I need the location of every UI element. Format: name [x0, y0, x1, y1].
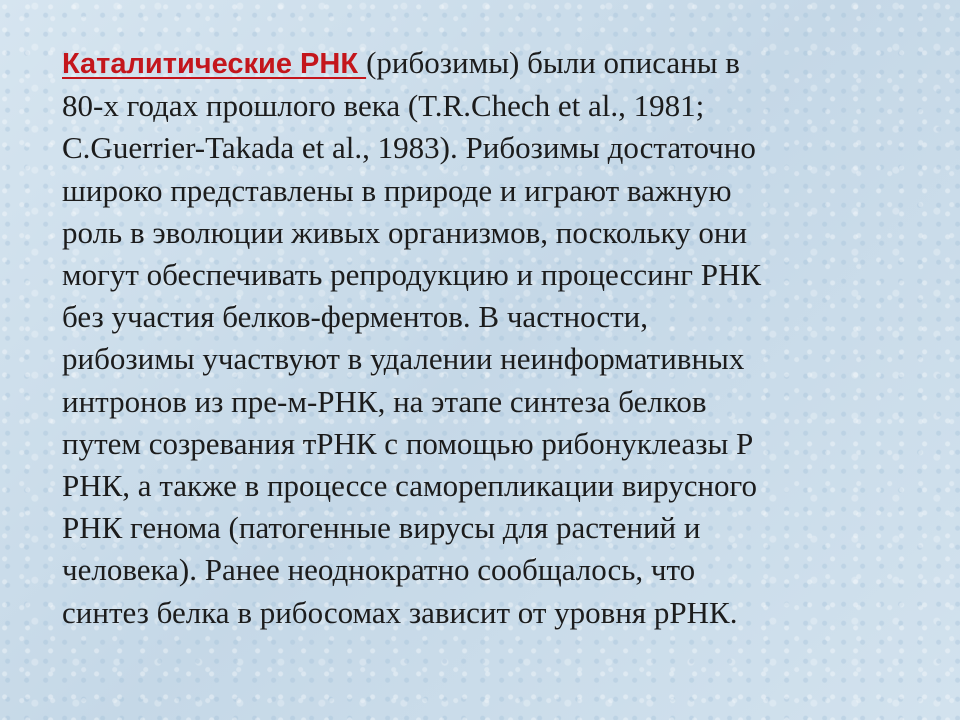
text-line: C.Guerrier-Takada et al., 1983). Рибозимы достаточно — [62, 130, 756, 166]
text-line: РНК генома (патогенные вирусы для растений и — [62, 510, 701, 546]
text-line: человека). Ранее неоднократно сообщалось, что — [62, 552, 696, 588]
body-paragraph — [62, 42, 912, 634]
text-line: широко представлены в природе и играют важную — [62, 172, 732, 208]
text-line: РНК, а также в процессе саморепликации вирусного — [62, 468, 757, 504]
text-line: путем созревания тРНК с помощью рибонуклеазы Р — [62, 425, 754, 461]
text-line-1 — [62, 42, 912, 85]
text-line: без участия белков-ферментов. В частности, — [62, 299, 649, 335]
text-line-1-rest: (рибозимы) были описаны в — [366, 45, 740, 80]
text-line: рибозимы участвуют в удалении неинформативных — [62, 341, 745, 377]
text-line: синтез белка в рибосомах зависит от уровня рРНК. — [62, 594, 738, 630]
text-line: могут обеспечивать репродукцию и процессинг РНК — [62, 257, 762, 293]
highlighted-term: Каталитические РНК — [62, 48, 367, 80]
text-line: интронов из пре-м-РНК, на этапе синтеза белков — [62, 383, 707, 419]
text-line: 80-х годах прошлого века (T.R.Chech et al., 1981; — [62, 88, 705, 124]
text-line: роль в эволюции живых организмов, поскольку они — [62, 214, 748, 250]
